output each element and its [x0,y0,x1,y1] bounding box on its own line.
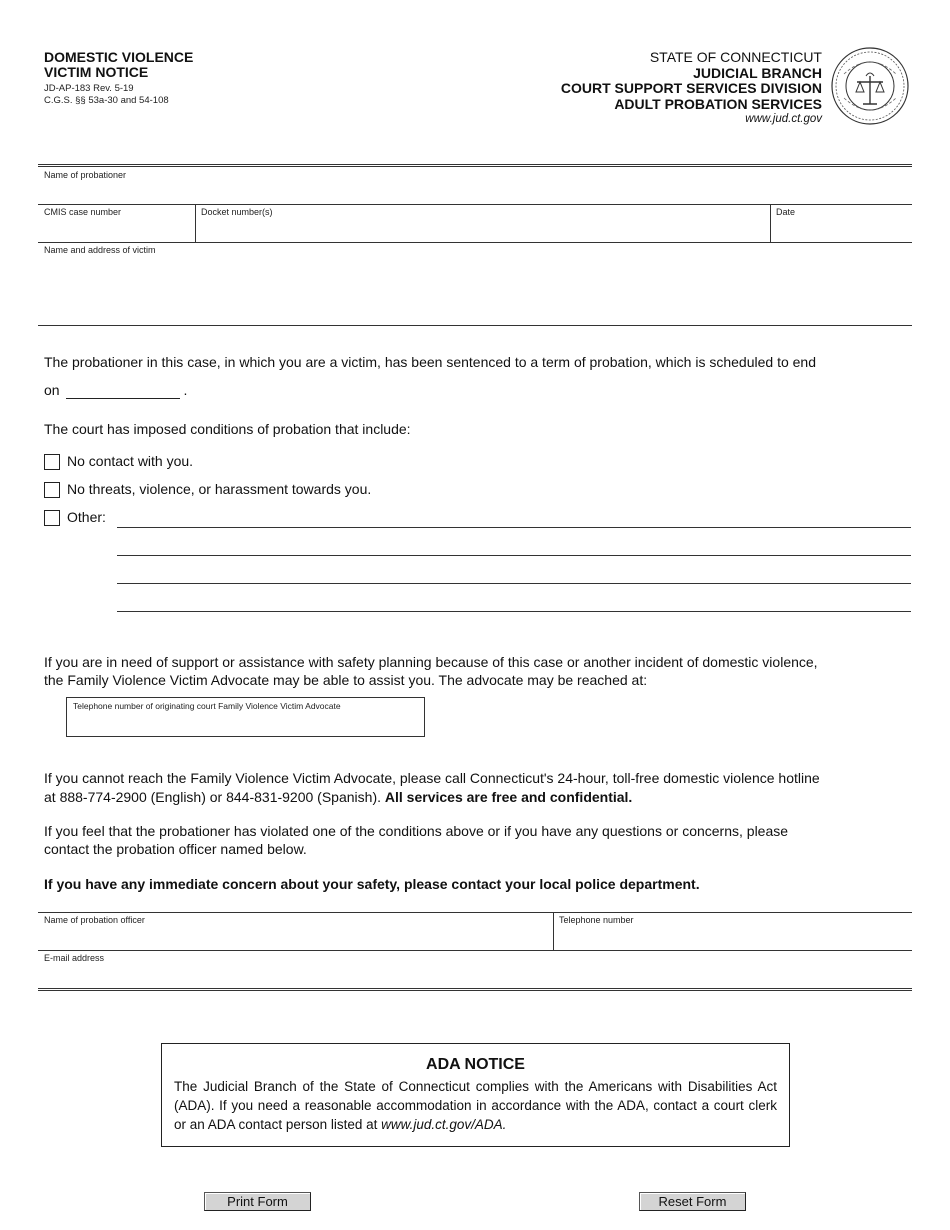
agency-branch: JUDICIAL BRANCH [693,64,822,81]
agency-unit: ADULT PROBATION SERVICES [614,95,822,112]
other-label: Other: [67,509,106,525]
agency-website: www.jud.ct.gov [745,113,822,125]
ada-link[interactable]: www.jud.ct.gov/ADA. [381,1117,507,1132]
support-line2: the Family Violence Victim Advocate may be able to assist you. The advocate may be reached at: [44,672,648,688]
state-seal-icon [830,46,910,126]
conditions-intro: The court has imposed conditions of probation that include: [44,421,411,437]
officer-phone-field[interactable] [555,926,911,949]
violation-line1: If you feel that the probationer has violated one of the conditions above or if you have any questions or concerns, please [44,823,789,839]
sentence-period: . [183,382,188,398]
form-number: JD-AP-183 Rev. 5-19 [44,83,134,94]
rule-row2 [38,204,912,205]
other-condition-field-2[interactable] [117,533,911,555]
advocate-phone-label: Telephone number of originating court Family Violence Victim Advocate [73,701,341,711]
other-checkbox[interactable] [44,510,60,526]
other-line [117,583,911,584]
reset-form-button[interactable]: Reset Form [639,1192,746,1211]
statute-reference: C.G.S. §§ 53a-30 and 54-108 [44,95,169,106]
free-services-notice: All services are free and confidential. [384,789,633,805]
safety-notice: If you have any immediate concern about your safety, please contact your local police department. [44,876,700,892]
bottom-double-rule [38,988,912,992]
officer-phone-label: Telephone number [559,915,634,925]
victim-label: Name and address of victim [44,245,156,255]
form-title-line2: VICTIM NOTICE [44,64,149,80]
rule-row3 [38,242,912,243]
sentence-line2 [44,381,187,399]
other-line [117,555,911,556]
officer-name-label: Name of probation officer [44,915,145,925]
rule-email [38,950,912,951]
email-field[interactable] [38,964,911,987]
agency-state: STATE OF CONNECTICUT [649,49,822,65]
divider [770,204,771,242]
other-line [117,527,911,528]
docket-field[interactable] [197,218,769,241]
other-condition-field-4[interactable] [117,589,911,611]
form-title-line1: DOMESTIC VIOLENCE [44,49,194,65]
agency-division: COURT SUPPORT SERVICES DIVISION [560,80,822,96]
rule-officer [38,912,912,913]
ada-body [174,1077,777,1134]
no-contact-checkbox[interactable] [44,454,60,470]
email-label: E-mail address [44,953,105,963]
rule-row4 [38,325,912,326]
ada-title: ADA NOTICE [426,1056,525,1073]
ada-notice-box [161,1043,790,1147]
probationer-name-label: Name of probationer [44,170,127,180]
other-condition-field-1[interactable] [117,505,911,527]
no-contact-label: No contact with you. [67,453,194,469]
no-threats-label: No threats, violence, or harassment towards you. [67,481,372,497]
sentence-on: on [44,382,60,398]
violation-line2: contact the probation officer named below. [44,841,307,857]
end-date-field[interactable] [66,386,180,399]
date-field[interactable] [772,218,911,241]
divider [553,912,554,950]
no-threats-checkbox[interactable] [44,482,60,498]
sentence-line1: The probationer in this case, in which you are a victim, has been sentenced to a term of probation, which is scheduled to end [44,354,816,370]
cmis-field[interactable] [38,218,195,241]
agency-block [561,50,822,126]
date-label: Date [776,207,796,217]
print-form-button[interactable]: Print Form [204,1192,311,1211]
victim-field[interactable] [38,256,911,324]
hotline-numbers: at 888-774-2900 (English) or 844-831-9200 (Spanish). [44,789,385,805]
other-line [117,611,911,612]
hotline-line2 [44,788,632,806]
form-meta [44,83,169,107]
ada-body-text: The Judicial Branch of the State of Connecticut complies with the Americans with Disabilities Act (ADA). If you need a reasonable accommodation in accordance with the ADA, contact a court clerk or an ADA contact person listed at [174,1079,777,1132]
cmis-label: CMIS case number [44,207,122,217]
form-title [44,50,193,80]
divider [195,204,196,242]
probationer-name-field[interactable] [38,180,911,203]
hotline-line1: If you cannot reach the Family Violence Victim Advocate, please call Connecticut's 24-hour, toll-free domestic violence hotline [44,770,820,786]
officer-name-field[interactable] [38,926,552,949]
docket-label: Docket number(s) [201,207,273,217]
support-line1: If you are in need of support or assistance with safety planning because of this case or another incident of domestic violence, [44,654,818,670]
advocate-phone-field[interactable] [66,697,425,737]
other-condition-field-3[interactable] [117,561,911,583]
top-double-rule [38,164,912,168]
